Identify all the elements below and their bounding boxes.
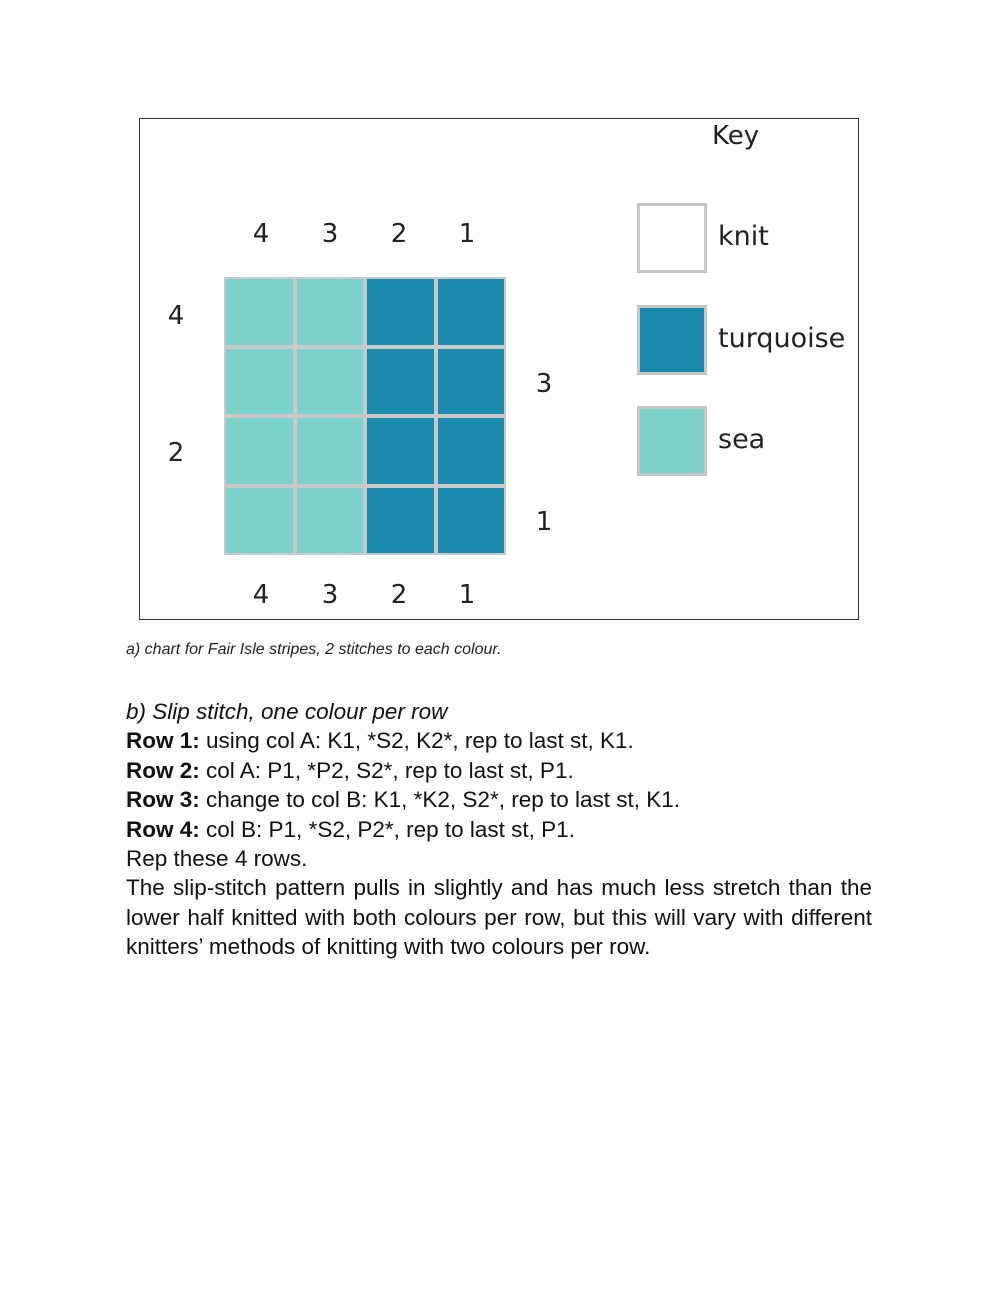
instruction-row [126,756,872,785]
row-label: Row 2: [126,757,200,783]
chart-cell-sea [226,349,293,415]
column-number-top: 2 [390,219,408,249]
chart-cell-sea [226,488,293,554]
chart-cell-sea [297,418,364,484]
row-label: Row 3: [126,787,200,813]
slip-stitch-instructions [126,697,872,962]
column-number-top: 4 [252,219,270,249]
instruction-row [126,726,872,755]
chart-cell-turquoise [367,349,434,415]
column-number-top: 3 [321,219,339,249]
key-swatch-knit [637,203,707,273]
row-label: Row 4: [126,816,200,842]
chart-cell-turquoise [438,418,505,484]
chart-cell-sea [226,418,293,484]
instruction-row [126,815,872,844]
chart-figure [139,118,859,620]
column-number-bottom: 3 [321,580,339,610]
chart-cell-turquoise [438,349,505,415]
chart-cell-turquoise [367,488,434,554]
chart-cell-sea [297,279,364,345]
chart-cell-sea [297,349,364,415]
row-number-right: 1 [535,507,553,537]
chart-cell-sea [297,488,364,554]
key-title: Key [712,121,760,151]
chart-cell-turquoise [367,279,434,345]
chart-cell-turquoise [367,418,434,484]
row-text: col A: P1, *P2, S2*, rep to last st, P1. [199,757,574,783]
section-heading: b) Slip stitch, one colour per row [126,699,448,724]
chart-cell-turquoise [438,488,505,554]
column-number-top: 1 [458,219,476,249]
chart-cell-turquoise [438,279,505,345]
key-label-turquoise: turquoise [718,323,846,354]
column-number-bottom: 1 [458,580,476,610]
column-number-bottom: 4 [252,580,270,610]
row-text: change to col B: K1, *K2, S2*, rep to last st, K1. [199,787,681,813]
chart-cell-sea [226,279,293,345]
key-label-sea: sea [718,424,766,455]
instruction-row [126,785,872,814]
body-paragraph: The slip-stitch pattern pulls in slightly and has much less stretch than the lower half knitted with both colours per row, but this will vary with different knitters’ methods of knitting with two colours per row. [126,875,872,960]
key-swatch-turquoise [637,305,707,375]
key-label-knit: knit [718,221,769,252]
repeat-note: Rep these 4 rows. [126,846,308,872]
stitch-chart-grid [224,277,506,555]
figure-caption: a) chart for Fair Isle stripes, 2 stitches to each colour. [126,641,502,658]
row-text: using col A: K1, *S2, K2*, rep to last st, K1. [199,728,634,754]
column-number-bottom: 2 [390,580,408,610]
row-number-left: 2 [167,438,185,468]
key-swatch-sea [637,406,707,476]
row-text: col B: P1, *S2, P2*, rep to last st, P1. [199,816,575,842]
row-number-right: 3 [535,369,553,399]
row-label: Row 1: [126,728,200,754]
row-number-left: 4 [167,301,185,331]
